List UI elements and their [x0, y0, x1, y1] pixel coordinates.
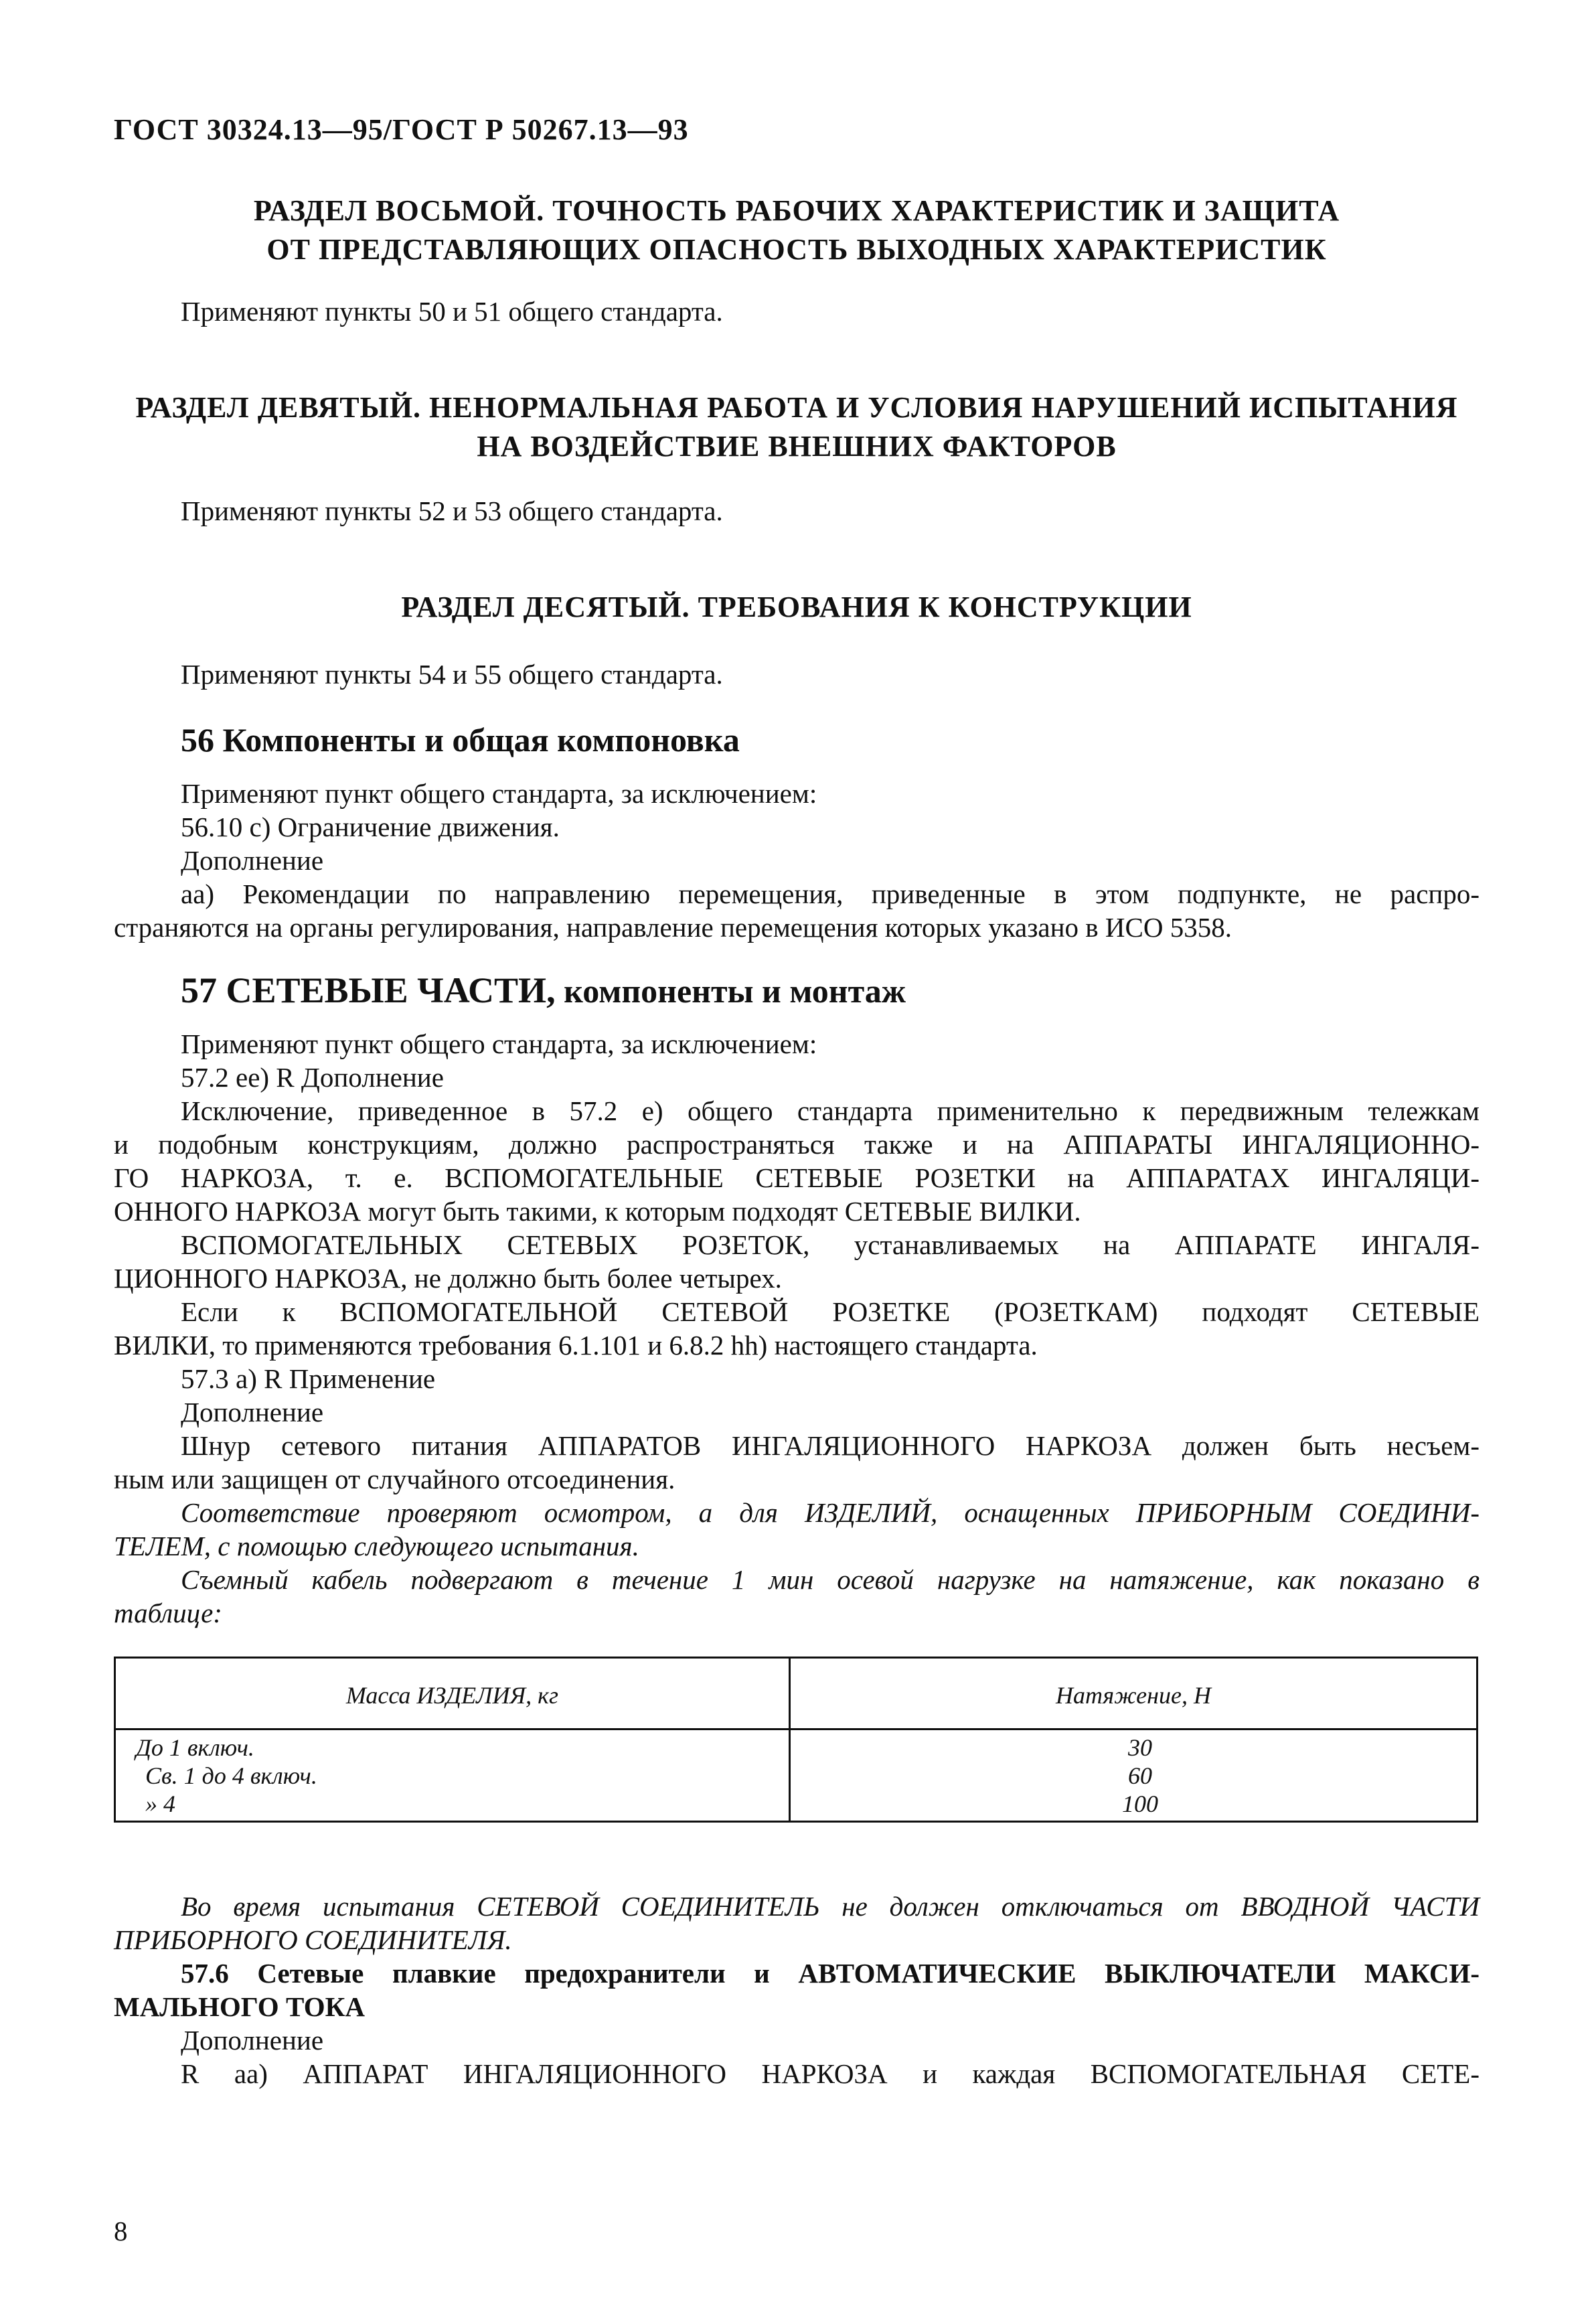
clause-57-line11: 57.3 а) R Применение: [181, 1363, 436, 1394]
clause-57-title: [181, 970, 906, 1011]
clause-57-6-line2: МАЛЬНОГО ТОКА: [114, 1991, 365, 2022]
clause-57-line8: ЦИОННОГО НАРКОЗА, не должно быть более четырех.: [114, 1263, 782, 1294]
tension-table: [114, 1657, 1478, 1823]
clause-57-6-line1: 57.6 Сетевые плавкие предохранители и АВТОМАТИЧЕСКИЕ ВЫКЛЮЧАТЕЛИ МАКСИ-: [181, 1958, 1480, 1989]
clause-57-line6: ОННОГО НАРКОЗА могут быть такими, к которым подходят СЕТЕВЫЕ ВИЛКИ.: [114, 1196, 1081, 1227]
clause-57-title-caps: 57 СЕТЕВЫЕ ЧАСТИ,: [181, 970, 556, 1010]
table-row-2-force: 60: [1128, 1762, 1152, 1789]
section-9-text: Применяют пункты 52 и 53 общего стандарта.: [181, 495, 723, 526]
table-header-force: Натяжение, Н: [1056, 1682, 1211, 1709]
section-9-title-line2: НА ВОЗДЕЙСТВИЕ ВНЕШНИХ ФАКТОРОВ: [477, 430, 1117, 463]
section-8-title-line2: ОТ ПРЕДСТАВЛЯЮЩИХ ОПАСНОСТЬ ВЫХОДНЫХ ХАРАКТЕРИСТИК: [266, 233, 1327, 266]
clause-56-line5: страняются на органы регулирования, направление перемещения которых указано в ИСО 5358.: [114, 912, 1232, 943]
clause-57-line5: ГО НАРКОЗА, т. е. ВСПОМОГАТЕЛЬНЫЕ СЕТЕВЫЕ РОЗЕТКИ на АППАРАТАХ ИНГАЛЯЦИ-: [114, 1162, 1480, 1193]
clause-57-line15: Соответствие проверяют осмотром, а для ИЗДЕЛИЙ, оснащенных ПРИБОРНЫМ СОЕДИНИ-: [181, 1497, 1480, 1528]
clause-56-line4: аа) Рекомендации по направлению перемещения, приведенные в этом подпункте, не распро-: [181, 878, 1480, 909]
table-row-2-mass: Св. 1 до 4 включ.: [145, 1762, 317, 1789]
clause-57-line3: Исключение, приведенное в 57.2 е) общего стандарта применительно к передвижным тележкам: [181, 1095, 1480, 1126]
clause-57-line7: ВСПОМОГАТЕЛЬНЫХ СЕТЕВЫХ РОЗЕТОК, устанавливаемых на АППАРАТЕ ИНГАЛЯ-: [181, 1229, 1480, 1260]
table-row-3-force: 100: [1122, 1790, 1158, 1817]
clause-57-line17: Съемный кабель подвергают в течение 1 мин осевой нагрузке на натяжение, как показано в: [181, 1564, 1480, 1595]
clause-57-line16: ТЕЛЕМ, с помощью следующего испытания.: [114, 1531, 639, 1561]
clause-57-line1: Применяют пункт общего стандарта, за исключением:: [181, 1028, 817, 1059]
section-10-title: РАЗДЕЛ ДЕСЯТЫЙ. ТРЕБОВАНИЯ К КОНСТРУКЦИИ: [401, 591, 1192, 623]
section-10-text: Применяют пункты 54 и 55 общего стандарта.: [181, 659, 723, 690]
clause-57-title-rest: компоненты и монтаж: [555, 972, 906, 1010]
table-row-1-mass: До 1 включ.: [136, 1734, 254, 1761]
document-header: ГОСТ 30324.13—95/ГОСТ Р 50267.13—93: [114, 113, 689, 146]
clause-57-line10: ВИЛКИ, то применяются требования 6.1.101 и 6.8.2 hh) настоящего стандарта.: [114, 1330, 1038, 1361]
clause-56-line2: 56.10 с) Ограничение движения.: [181, 812, 560, 842]
clause-57-line2: 57.2 ее) R Дополнение: [181, 1062, 444, 1093]
after-table-line2: ПРИБОРНОГО СОЕДИНИТЕЛЯ.: [114, 1924, 512, 1955]
clause-57-6-line3: Дополнение: [181, 2025, 324, 2056]
table-row-3-mass: » 4: [145, 1790, 175, 1817]
after-table-line1: Во время испытания СЕТЕВОЙ СОЕДИНИТЕЛЬ не должен отключаться от ВВОДНОЙ ЧАСТИ: [181, 1891, 1480, 1922]
clause-57-6-line4: R аа) АППАРАТ ИНГАЛЯЦИОННОГО НАРКОЗА и каждая ВСПОМОГАТЕЛЬНАЯ СЕТЕ-: [181, 2058, 1480, 2089]
table-header-mass: Масса ИЗДЕЛИЯ, кг: [345, 1682, 559, 1709]
clause-57-line18: таблице:: [114, 1598, 222, 1628]
section-9-title-line1: РАЗДЕЛ ДЕВЯТЫЙ. НЕНОРМАЛЬНАЯ РАБОТА И УСЛОВИЯ НАРУШЕНИЙ ИСПЫТАНИЯ: [135, 391, 1458, 424]
clause-57-line9: Если к ВСПОМОГАТЕЛЬНОЙ СЕТЕВОЙ РОЗЕТКЕ (РОЗЕТКАМ) подходят СЕТЕВЫЕ: [181, 1296, 1480, 1327]
clause-57-line4: и подобным конструкциям, должно распространяться также и на АППАРАТЫ ИНГАЛЯЦИОННО-: [114, 1129, 1480, 1160]
clause-57-line12: Дополнение: [181, 1397, 324, 1428]
page-number: 8: [114, 2216, 128, 2246]
table-row-1-force: 30: [1128, 1734, 1152, 1761]
section-8-title-line1: РАЗДЕЛ ВОСЬМОЙ. ТОЧНОСТЬ РАБОЧИХ ХАРАКТЕРИСТИК И ЗАЩИТА: [253, 194, 1340, 227]
clause-56-title: 56 Компоненты и общая компоновка: [181, 721, 740, 759]
clause-57-line13: Шнур сетевого питания АППАРАТОВ ИНГАЛЯЦИОННОГО НАРКОЗА должен быть несъем-: [181, 1430, 1480, 1461]
clause-57-line14: ным или защищен от случайного отсоединения.: [114, 1464, 675, 1494]
section-8-text: Применяют пункты 50 и 51 общего стандарта.: [181, 296, 723, 327]
clause-56-line1: Применяют пункт общего стандарта, за исключением:: [181, 778, 817, 809]
clause-56-line3: Дополнение: [181, 845, 324, 876]
